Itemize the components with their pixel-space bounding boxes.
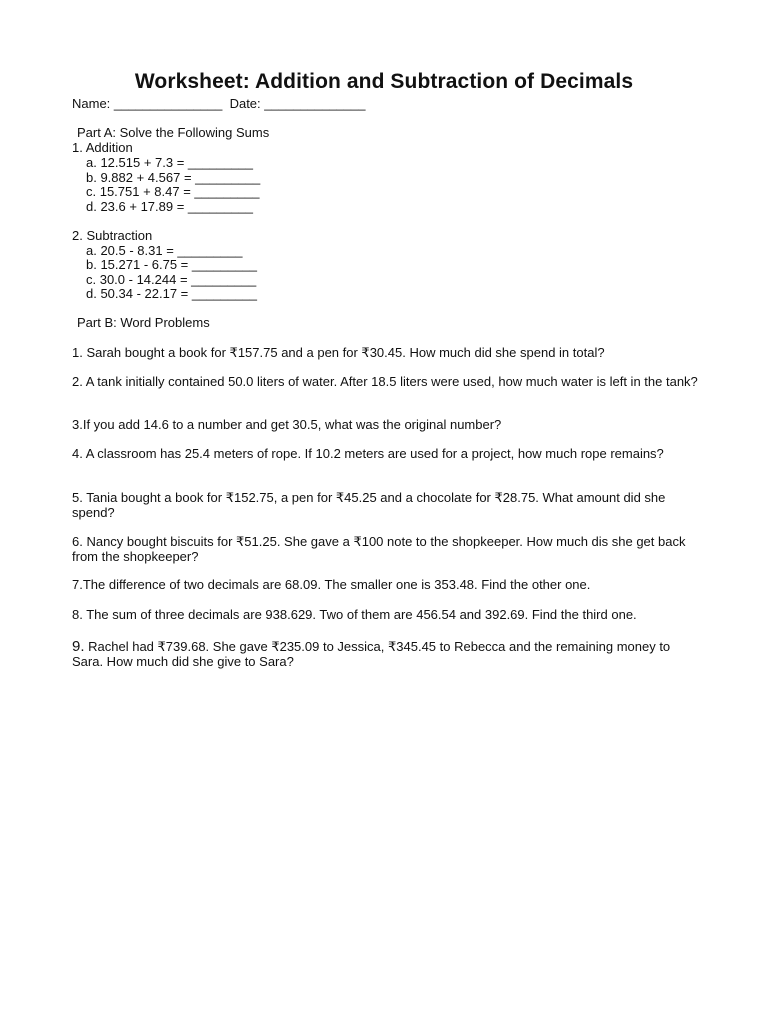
part-a-heading: Part A: Solve the Following Sums [77,125,270,140]
addition-item-c: c. 15.751 + 8.47 = _________ [86,184,260,199]
word-problem-6: 6. Nancy bought biscuits for ₹51.25. She gave a ₹100 note to the shopkeeper. How much dis she get back from the shopkeeper? [72,534,686,564]
word-problem-4: 4. A classroom has 25.4 meters of rope. If 10.2 meters are used for a project, how much rope remains? [72,446,664,461]
subtraction-item-a: a. 20.5 - 8.31 = _________ [86,243,243,258]
subtraction-item-d: d. 50.34 - 22.17 = _________ [86,286,257,301]
addition-item-b: b. 9.882 + 4.567 = _________ [86,170,261,185]
subtraction-item-c: c. 30.0 - 14.244 = _________ [86,272,257,287]
addition-item-a: a. 12.515 + 7.3 = _________ [86,155,253,170]
name-date-line: Name: _______________ Date: ______________ [72,96,366,111]
word-problem-7: 7.The difference of two decimals are 68.09. The smaller one is 353.48. Find the other one. [72,577,591,592]
word-problem-2: 2. A tank initially contained 50.0 liters of water. After 18.5 liters were used, how much water is left in the tank? [72,374,698,389]
word-problem-8: 8. The sum of three decimals are 938.629. Two of them are 456.54 and 392.69. Find the third one. [72,607,637,622]
worksheet-title: Worksheet: Addition and Subtraction of Decimals [134,70,634,93]
addition-heading: 1. Addition [72,140,133,155]
word-problem-3: 3.If you add 14.6 to a number and get 30.5, what was the original number? [72,417,502,432]
part-b-heading: Part B: Word Problems [77,315,210,330]
word-problem-9 [72,639,672,669]
addition-item-d: d. 23.6 + 17.89 = _________ [86,199,253,214]
word-problem-9-text: Rachel had ₹739.68. She gave ₹235.09 to Jessica, ₹345.45 to Rebecca and the remaining money to Sara. How much did she give to Sara? [72,639,671,669]
subtraction-heading: 2. Subtraction [72,228,153,243]
subtraction-item-b: b. 15.271 - 6.75 = _________ [86,257,257,272]
word-problem-9-number: 9. [72,638,85,655]
word-problem-1: 1. Sarah bought a book for ₹157.75 and a pen for ₹30.45. How much did she spend in total? [72,345,605,360]
word-problem-5: 5. Tania bought a book for ₹152.75, a pen for ₹45.25 and a chocolate for ₹28.75. What amount did she spend? [72,490,666,520]
